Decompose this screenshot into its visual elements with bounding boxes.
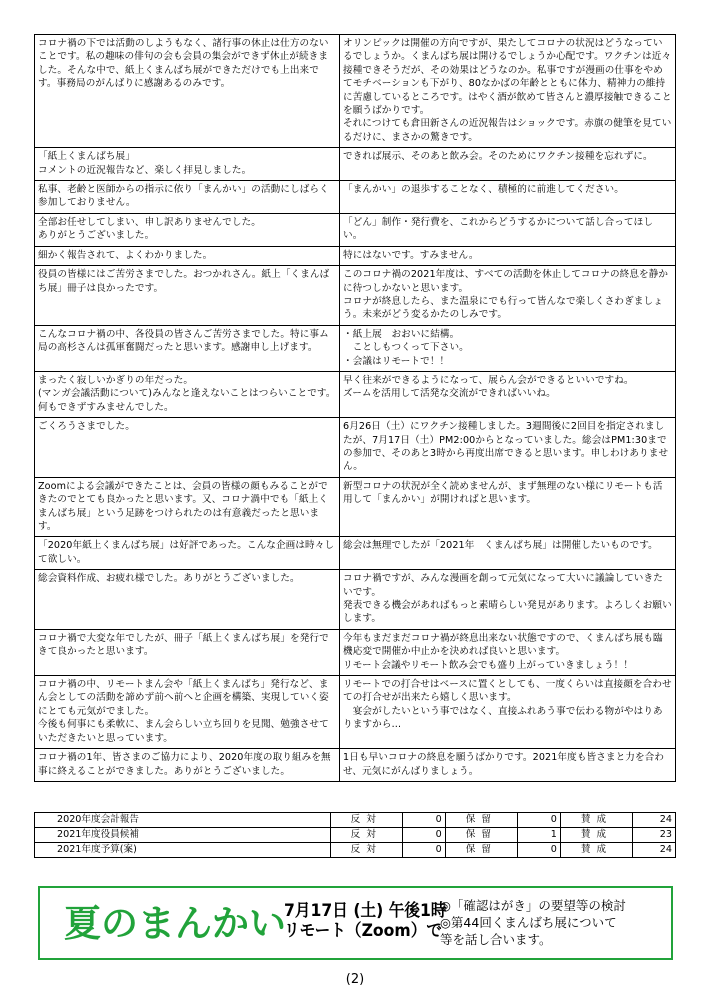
comment-review: コロナ禍の下では活動のしようもなく、諸行事の休止は仕方のないことです。私の趣味の俳句の会も会員の集会ができず休止が続きました。そんな中で、紙上くまんばち展ができただけでも上出来です。事務局のがんばりに感謝あるのみです。 [35, 35, 340, 148]
comment-review: 全部お任せしてしまい、申し訳ありませんでした。 ありがとうございました。 [35, 213, 340, 246]
vote-results-table [34, 812, 676, 858]
vote-row [35, 828, 676, 843]
meeting-agenda [440, 897, 626, 948]
comment-wish: 特にはないです。すみません。 [340, 246, 676, 265]
comment-row [35, 266, 676, 326]
comment-wish: このコロナ禍の2021年度は、すべての活動を休止してコロナの終息を静かに待つしかないと思います。 コロナが終息したら、また温泉にでも行って皆んなで楽しくさわぎましょう。未来がどう変るかたのしみです。 [340, 266, 676, 326]
approve-label: 賛成 [560, 813, 632, 828]
comment-row [35, 537, 676, 570]
abstain-count: 0 [518, 843, 561, 858]
comment-review: 細かく報告されて、よくわかりました。 [35, 246, 340, 265]
comment-row [35, 676, 676, 749]
comment-row [35, 418, 676, 478]
comment-review: 「2020年紙上くまんばち展」は好評であった。こんな企画は時々して欲しい。 [35, 537, 340, 570]
comment-row [35, 148, 676, 181]
vote-item: 2021年度予算(案) [35, 843, 331, 858]
comment-row [35, 570, 676, 630]
meeting-date: 7月17日 (土) 午後1時 [284, 901, 447, 921]
member-comments-table [34, 34, 676, 782]
comment-wish: 新型コロナの状況が全く読めませんが、まず無理のない様にリモートも活用して「まんかい」が開ければと思います。 [340, 477, 676, 537]
meeting-place: リモート（Zoom）で [284, 921, 442, 941]
comment-review: Zoomによる会議ができたことは、会員の皆様の顔もみることができたのでとても良かったと思います。又、コロナ渦中でも「紙上くまんばち展」という足跡をつけられたのは有意義だったと思います。 [35, 477, 340, 537]
abstain-label: 保留 [445, 843, 517, 858]
comment-row [35, 477, 676, 537]
comment-wish: 1日も早いコロナの終息を願うばかりです。2021年度も皆さまと力を合わせ、元気にがんばりましょう。 [340, 749, 676, 782]
approve-label: 賛成 [560, 843, 632, 858]
vote-item: 2020年度会計報告 [35, 813, 331, 828]
vote-row [35, 813, 676, 828]
comment-wish: 早く往来ができるようになって、展らん会ができるといいですね。 ズームを活用して活発な交流ができればいいね。 [340, 371, 676, 417]
summer-meeting-banner [38, 886, 673, 960]
approve-label: 賛成 [560, 828, 632, 843]
against-count: 0 [402, 843, 445, 858]
against-label: 反対 [330, 843, 402, 858]
against-label: 反対 [330, 828, 402, 843]
against-count: 0 [402, 828, 445, 843]
comment-review: 「紙上くまんばち展」 コメントの近況報告など、楽しく拝見しました。 [35, 148, 340, 181]
comment-row [35, 749, 676, 782]
comment-wish: 「まんかい」の退歩することなく、積極的に前進してください。 [340, 181, 676, 214]
abstain-label: 保留 [445, 828, 517, 843]
comment-review: こんなコロナ禍の中、各役員の皆さんご苦労さまでした。特に事ム局の高杉さんは孤軍奮闘だったと思います。感謝申し上げます。 [35, 325, 340, 371]
agenda-item: 等を話し合います。 [440, 932, 552, 947]
comment-review: コロナ禍の中、リモートまん会や「紙上くまんばち」発行など、まん会としての活動を諦めず前へ前へと企画を構築、実現していく姿にとても元気がでました。 今後も何事にも柔軟に、まん会らしい立ち回りを見聞、勉強させていただきたいと思っています。 [35, 676, 340, 749]
banner-title: 夏のまんかい [64, 902, 286, 945]
abstain-count: 1 [518, 828, 561, 843]
approve-count: 23 [633, 828, 676, 843]
comment-review: 役員の皆様にはご苦労さまでした。おつかれさん。紙上「くまんばち展」冊子は良かったです。 [35, 266, 340, 326]
comment-wish: ・紙上展 おおいに結構。 ことしもつくって下さい。 ・会議はリモートで！！ [340, 325, 676, 371]
agenda-item: ◎第44回くまんばち展について [440, 915, 617, 930]
comment-row [35, 213, 676, 246]
comment-wish: 今年もまだまだコロナ禍が終息出来ない状態ですので、くまんばち展も臨機応変で開催か中止かを決めれば良いと思います。 リモート会議やリモート飲み会でも盛り上がっていきましょう！！ [340, 629, 676, 675]
comment-row [35, 35, 676, 148]
comment-review: 総会資料作成、お疲れ様でした。ありがとうございました。 [35, 570, 340, 630]
against-label: 反対 [330, 813, 402, 828]
comment-wish: 総会は無理でしたが「2021年 くまんばち展」は開催したいものです。 [340, 537, 676, 570]
comment-review: まったく寂しいかぎりの年だった。 (マンガ会議活動について)みんなと逢えないことはつらいことです。何もできずすみませんでした。 [35, 371, 340, 417]
abstain-label: 保留 [445, 813, 517, 828]
comment-row [35, 371, 676, 417]
comment-row [35, 181, 676, 214]
comment-review: 私事、老齢と医師からの指示に依り「まんかい」の活動にしばらく参加しておりません。 [35, 181, 340, 214]
comment-wish: リモートでの打合せはベースに置くとしても、一度くらいは直接顔を合わせての打合せが出来たら嬉しく思います。 宴会がしたいという事ではなく、直接ふれあう事で伝わる物がやはりありますから… [340, 676, 676, 749]
against-count: 0 [402, 813, 445, 828]
approve-count: 24 [633, 843, 676, 858]
approve-count: 24 [633, 813, 676, 828]
page-number: (2) [345, 972, 365, 987]
vote-item: 2021年度役員候補 [35, 828, 331, 843]
comment-review: コロナ禍の1年、皆さまのご協力により、2020年度の取り組みを無事に終えることができました。ありがとうございました。 [35, 749, 340, 782]
abstain-count: 0 [518, 813, 561, 828]
agenda-item: ◎「確認はがき」の要望等の検討 [440, 898, 626, 913]
comment-wish: コロナ禍ですが、みんな漫画を創って元気になって大いに議論していきたいです。 発表できる機会があればもっと素晴らしい発見があります。よろしくお願いします。 [340, 570, 676, 630]
comment-review: ごくろうさまでした。 [35, 418, 340, 478]
comment-review: コロナ禍で大変な年でしたが、冊子「紙上くまんばち展」を発行できて良かったと思います。 [35, 629, 340, 675]
comment-row [35, 629, 676, 675]
comment-row [35, 246, 676, 265]
comment-wish: 6月26日（土）にワクチン接種しました。3週間後に2回目を指定されましたが、7月17日（土）PM2:00からとなっていました。総会はPM1:30までの参加で、そのあと3時から再度出席できると思います。申しわけありません。 [340, 418, 676, 478]
comment-wish: できれば展示、そのあと飲み会。そのためにワクチン接種を忘れずに。 [340, 148, 676, 181]
comment-wish: 「どん」制作・発行費を、これからどうするかについて話し合ってほしい。 [340, 213, 676, 246]
vote-row [35, 843, 676, 858]
comment-row [35, 325, 676, 371]
comment-wish: オリンピックは開催の方向ですが、果たしてコロナの状況はどうなっているでしょうか。くまんばち展は開けるでしょうか心配です。ワクチンは近々接種できそうだが、その効果はどうなのか。私事ですが漫画の仕事をやめてモチベーションも下がり、80なかばの年齢とともに体力、精神力の維持に苦慮しているところです。はやく酒が飲めて皆さんと濃厚接触できることを願うばかりです。 それにつけても倉田新さんの近況報告はショックです。赤旗の健筆を見ているだけに、まさかの驚きです。 [340, 35, 676, 148]
